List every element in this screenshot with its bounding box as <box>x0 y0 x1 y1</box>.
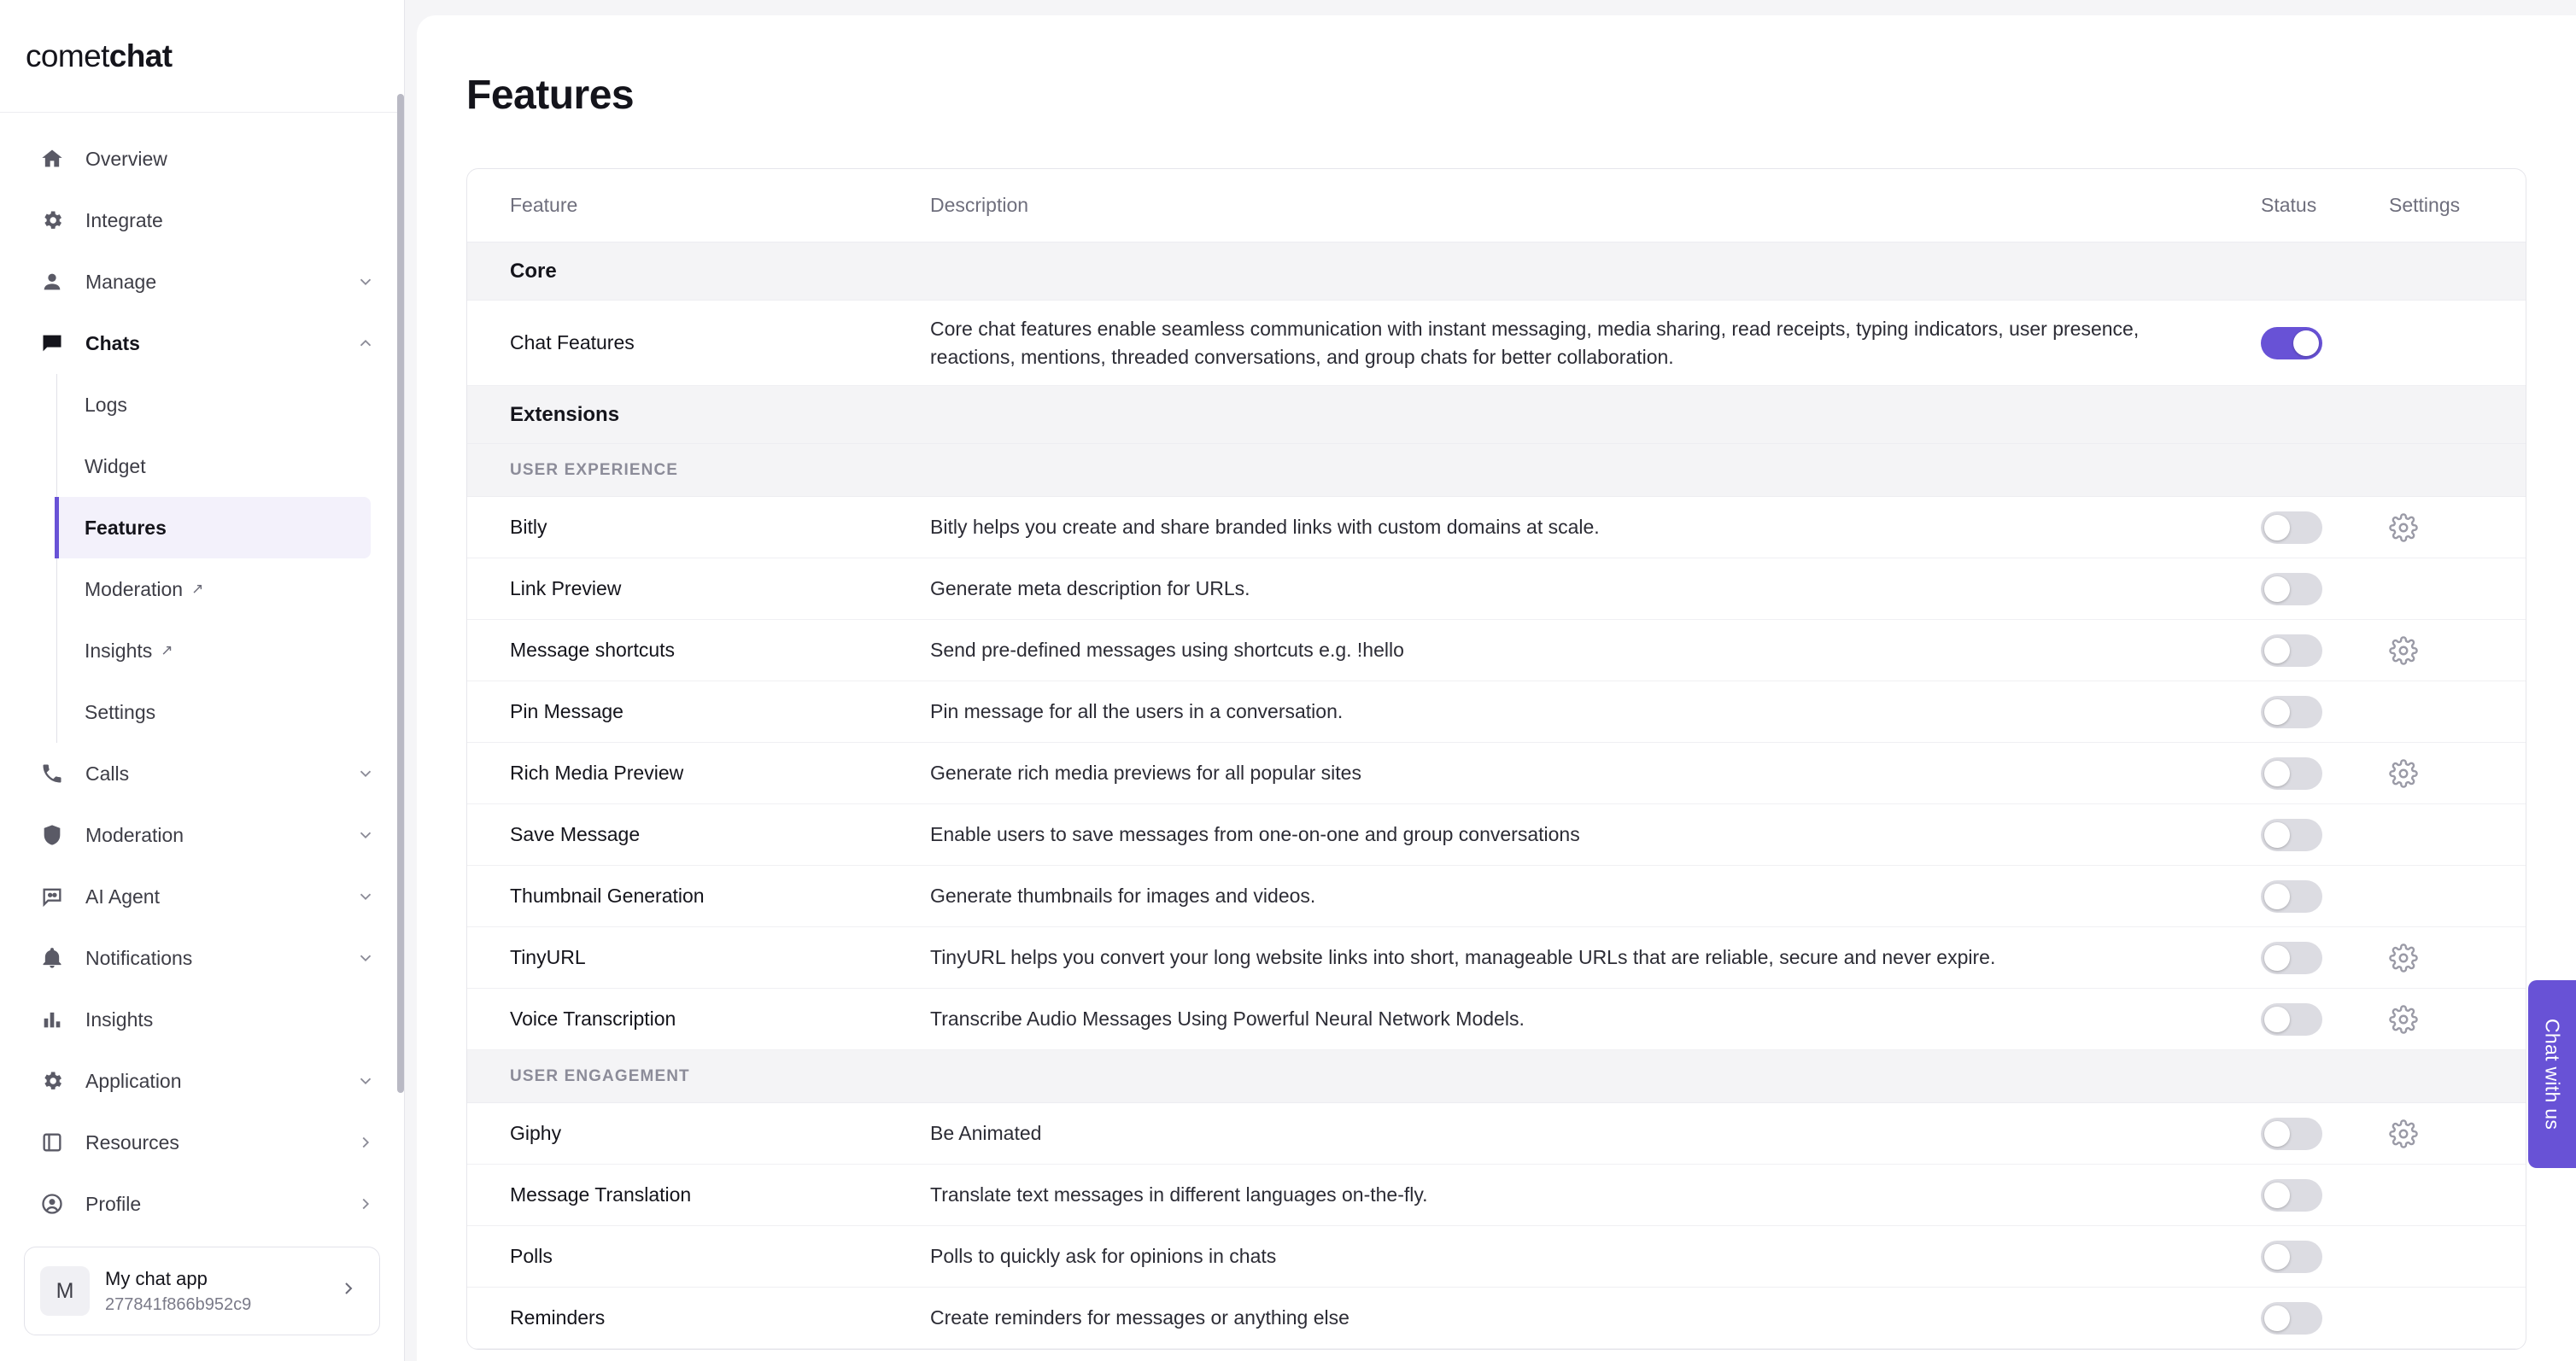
sidebar-item-label: Notifications <box>85 946 193 969</box>
chevron-right-icon <box>356 1195 375 1213</box>
shield-icon <box>38 821 67 850</box>
sidebar-item-integrate[interactable] <box>0 190 404 251</box>
toggle-knob <box>2264 699 2290 725</box>
sidebar-item-label: Resources <box>85 1130 179 1154</box>
feature-description: Core chat features enable seamless communication with instant messaging, media sharing, read receipts, typing indicators, user presence, reactions, mentions, threaded conversations, and group chats for better collaboration. <box>930 317 2140 368</box>
section-header-user-experience: USER EXPERIENCE <box>467 444 2526 497</box>
sidebar-item-calls[interactable] <box>0 743 404 804</box>
sidebar-subitem-label: Logs <box>85 393 127 416</box>
feature-status <box>2261 757 2389 790</box>
feature-name: Voice Transcription <box>510 1008 676 1030</box>
sidebar-scrollbar[interactable] <box>397 94 404 1093</box>
feature-status <box>2261 573 2389 605</box>
home-icon <box>38 144 67 173</box>
chevron-right-icon <box>356 1133 375 1152</box>
feature-status <box>2261 327 2389 359</box>
toggle-knob <box>2264 1121 2290 1147</box>
feature-name: Rich Media Preview <box>510 762 684 784</box>
toggle-knob <box>2264 1306 2290 1331</box>
sidebar-subitem-label: Features <box>85 516 167 539</box>
ai-icon <box>38 882 67 911</box>
sidebar-item-manage[interactable] <box>0 251 404 313</box>
feature-name: Bitly <box>510 516 547 538</box>
feature-settings <box>2389 943 2526 973</box>
toggle-link-preview[interactable] <box>2261 573 2322 605</box>
sidebar-item-resources[interactable] <box>0 1112 404 1173</box>
toggle-knob <box>2264 1244 2290 1270</box>
gear-icon <box>38 206 67 235</box>
sidebar-item-label: AI Agent <box>85 885 160 908</box>
toggle-knob <box>2264 1007 2290 1032</box>
table-row <box>467 866 2526 927</box>
chevron-down-icon <box>356 764 375 783</box>
toggle-save-message[interactable] <box>2261 819 2322 851</box>
chart-icon <box>38 1005 67 1034</box>
column-header-feature: Feature <box>510 194 578 216</box>
section-header-user-engagement: USER ENGAGEMENT <box>467 1050 2526 1103</box>
toggle-knob <box>2264 576 2290 602</box>
phone-icon <box>38 759 67 788</box>
feature-status <box>2261 1118 2389 1150</box>
feature-name: Thumbnail Generation <box>510 885 705 907</box>
sidebar-subitem-label: Settings <box>85 700 156 723</box>
feature-name: Message shortcuts <box>510 639 676 661</box>
brand-text-light: comet <box>26 38 109 73</box>
sidebar-item-application[interactable] <box>0 1050 404 1112</box>
feature-status <box>2261 1241 2389 1273</box>
sidebar-subitem-label: Insights <box>85 639 153 662</box>
sidebar-item-label: Application <box>85 1069 182 1092</box>
feature-name: Message Translation <box>510 1183 692 1206</box>
sidebar-subitem-label: Moderation <box>85 577 184 600</box>
column-header-settings: Settings <box>2389 194 2461 216</box>
toggle-reminders[interactable] <box>2261 1302 2322 1335</box>
chevron-right-icon <box>338 1278 364 1305</box>
feature-status <box>2261 1179 2389 1212</box>
sidebar-item-label: Moderation <box>85 823 184 846</box>
feature-status <box>2261 819 2389 851</box>
chevron-down-icon <box>356 949 375 967</box>
brand-text-bold: chat <box>108 38 173 73</box>
profile-icon <box>38 1189 67 1218</box>
feature-description: Generate rich media previews for all popular sites <box>930 762 1361 785</box>
toggle-bitly[interactable] <box>2261 511 2322 544</box>
sidebar-item-profile[interactable] <box>0 1173 404 1235</box>
toggle-giphy[interactable] <box>2261 1118 2322 1150</box>
feature-name: Link Preview <box>510 577 622 599</box>
feature-name: Save Message <box>510 823 641 845</box>
toggle-message-translation[interactable] <box>2261 1179 2322 1212</box>
toggle-knob <box>2264 822 2290 848</box>
feature-description: TinyURL helps you convert your long website links into short, manageable URLs that are reliable, secure and never expire. <box>930 946 1996 969</box>
feature-name: Chat Features <box>510 331 635 353</box>
feature-description: Translate text messages in different languages on-the-fly. <box>930 1183 1428 1206</box>
table-row <box>467 681 2526 743</box>
book-icon <box>38 1128 67 1157</box>
feature-description: Pin message for all the users in a conversation. <box>930 700 1344 723</box>
gear-icon[interactable] <box>2389 636 2418 665</box>
feature-status <box>2261 511 2389 544</box>
sidebar-item-logs[interactable] <box>57 374 404 435</box>
sidebar-item-label: Manage <box>85 270 157 293</box>
group-header-core: Core <box>467 242 2526 301</box>
feature-settings <box>2389 1119 2526 1148</box>
table-row <box>467 620 2526 681</box>
table-row <box>467 1226 2526 1288</box>
feature-settings <box>2389 759 2526 788</box>
sidebar-item-ai-agent[interactable] <box>0 866 404 927</box>
chevron-down-icon <box>356 826 375 844</box>
sidebar-nav <box>0 113 404 1247</box>
sidebar-subitem-label: Widget <box>85 454 146 477</box>
sidebar-item-overview[interactable] <box>0 128 404 190</box>
toggle-thumbnail-generation[interactable] <box>2261 880 2322 913</box>
main-content <box>405 0 2576 1361</box>
toggle-knob <box>2264 884 2290 909</box>
feature-name: Reminders <box>510 1306 606 1329</box>
feature-description: Create reminders for messages or anything else <box>930 1306 1349 1329</box>
toggle-voice-transcription[interactable] <box>2261 1003 2322 1036</box>
chat-with-us-label: Chat with us <box>2541 1018 2564 1130</box>
chevron-down-icon <box>356 887 375 906</box>
brand-text <box>26 38 172 74</box>
workspace-text <box>105 1268 338 1315</box>
chevron-down-icon <box>356 272 375 291</box>
feature-status <box>2261 696 2389 728</box>
column-header-description: Description <box>930 194 1029 216</box>
gear-icon[interactable] <box>2389 1119 2418 1148</box>
sidebar-item-label: Calls <box>85 762 130 785</box>
app-gear-icon <box>38 1066 67 1095</box>
feature-description: Generate thumbnails for images and videos. <box>930 885 1316 908</box>
chat-icon <box>38 329 67 358</box>
feature-description: Generate meta description for URLs. <box>930 577 1250 600</box>
user-icon <box>38 267 67 296</box>
sidebar-item-settings[interactable] <box>57 681 404 743</box>
chevron-down-icon <box>356 1072 375 1090</box>
workspace-id: 277841f866b952c9 <box>105 1294 252 1314</box>
sidebar-item-label: Profile <box>85 1192 142 1215</box>
feature-description: Send pre-defined messages using shortcuts e.g. !hello <box>930 639 1404 662</box>
sidebar-item-chats[interactable] <box>0 313 404 374</box>
table-row <box>467 497 2526 558</box>
sidebar-item-insights[interactable] <box>57 620 404 681</box>
feature-description: Transcribe Audio Messages Using Powerful Neural Network Models. <box>930 1008 1525 1031</box>
feature-status <box>2261 1003 2389 1036</box>
toggle-knob <box>2264 638 2290 663</box>
toggle-knob <box>2293 330 2319 356</box>
gear-icon[interactable] <box>2389 759 2418 788</box>
sidebar-item-notifications[interactable] <box>0 927 404 989</box>
toggle-knob <box>2264 945 2290 971</box>
toggle-tinyurl[interactable] <box>2261 942 2322 974</box>
workspace-name: My chat app <box>105 1267 208 1289</box>
toggle-message-shortcuts[interactable] <box>2261 634 2322 667</box>
sidebar-item-label: Insights <box>85 1008 154 1031</box>
toggle-knob <box>2264 515 2290 540</box>
table-row <box>467 743 2526 804</box>
external-link-icon: ↗ <box>191 581 204 597</box>
sidebar-item-features[interactable] <box>55 497 371 558</box>
sidebar-item-widget[interactable] <box>57 435 404 497</box>
features-table <box>466 168 2526 1350</box>
sidebar-item-label: Overview <box>85 147 167 170</box>
feature-description: Polls to quickly ask for opinions in chats <box>930 1245 1277 1268</box>
toggle-rich-media-preview[interactable] <box>2261 757 2322 790</box>
toggle-knob <box>2264 1183 2290 1208</box>
workspace-switcher[interactable] <box>24 1247 380 1335</box>
table-row <box>467 927 2526 989</box>
sidebar-item-label: Chats <box>85 331 140 354</box>
group-header-extensions: Extensions <box>467 386 2526 444</box>
brand-logo[interactable] <box>0 0 404 113</box>
sidebar <box>0 0 405 1361</box>
gear-icon[interactable] <box>2389 943 2418 973</box>
chevron-up-icon <box>356 334 375 353</box>
toggle-pin-message[interactable] <box>2261 696 2322 728</box>
feature-status <box>2261 634 2389 667</box>
feature-status <box>2261 880 2389 913</box>
feature-settings <box>2389 636 2526 665</box>
feature-description: Enable users to save messages from one-on-one and group conversations <box>930 823 1580 846</box>
toggle-polls[interactable] <box>2261 1241 2322 1273</box>
sidebar-item-moderation-main[interactable] <box>0 804 404 866</box>
page-title: Features <box>466 73 635 118</box>
table-row <box>467 1103 2526 1165</box>
feature-description: Bitly helps you create and share branded links with custom domains at scale. <box>930 516 1600 539</box>
toggle-knob <box>2264 761 2290 786</box>
feature-settings <box>2389 1005 2526 1034</box>
gear-icon[interactable] <box>2389 513 2418 542</box>
table-header <box>467 169 2526 242</box>
feature-name: Giphy <box>510 1122 562 1144</box>
gear-icon[interactable] <box>2389 1005 2418 1034</box>
table-row <box>467 301 2526 386</box>
feature-description: Be Animated <box>930 1122 1042 1145</box>
sidebar-item-insights-main[interactable] <box>0 989 404 1050</box>
sidebar-item-label: Integrate <box>85 208 163 231</box>
sidebar-item-moderation[interactable] <box>57 558 404 620</box>
table-row <box>467 558 2526 620</box>
external-link-icon: ↗ <box>161 642 173 658</box>
toggle-chat-features[interactable] <box>2261 327 2322 359</box>
avatar: M <box>40 1266 90 1316</box>
table-row <box>467 989 2526 1050</box>
feature-name: Pin Message <box>510 700 624 722</box>
bell-icon <box>38 943 67 973</box>
feature-settings <box>2389 513 2526 542</box>
feature-name: TinyURL <box>510 946 586 968</box>
feature-status <box>2261 1302 2389 1335</box>
table-row <box>467 1165 2526 1226</box>
table-row <box>467 804 2526 866</box>
chats-submenu <box>56 374 404 743</box>
table-row <box>467 1288 2526 1349</box>
column-header-status: Status <box>2261 194 2317 216</box>
feature-status <box>2261 942 2389 974</box>
content-panel <box>417 15 2576 1361</box>
feature-name: Polls <box>510 1245 553 1267</box>
chat-with-us-button[interactable] <box>2528 980 2576 1168</box>
